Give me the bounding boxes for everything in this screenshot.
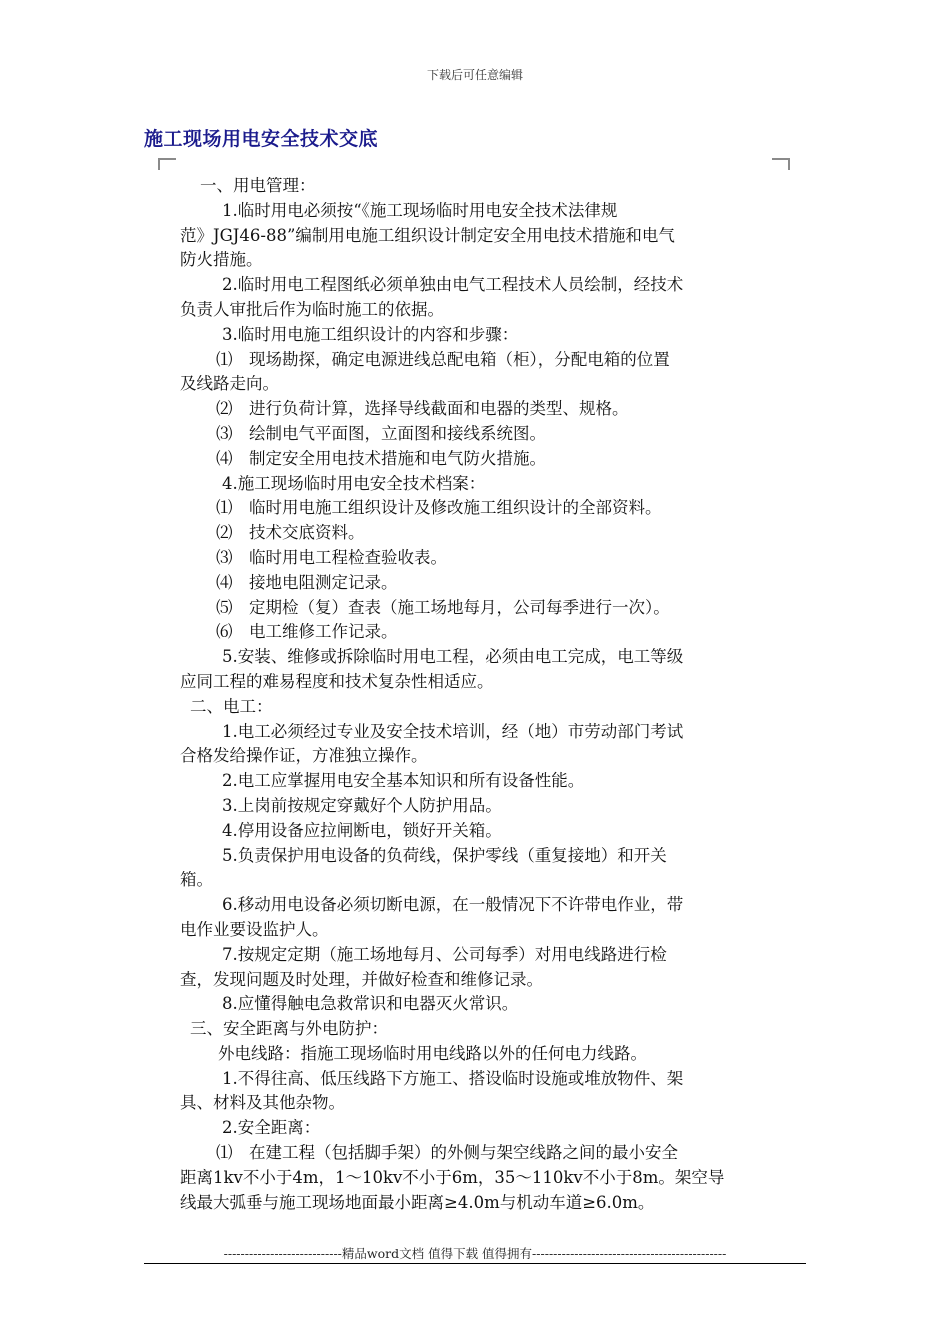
paragraph-line: 7.按规定定期（施工场地每月、公司每季）对用电线路进行检: [222, 944, 667, 964]
paragraph: [180, 1042, 770, 1067]
paragraph-line: ⑶ 绘制电气平面图，立面图和接线系统图。: [216, 423, 546, 443]
paragraph-line: ⑷ 接地电阻测定记录。: [216, 572, 398, 592]
paragraph-line: 距离1kv不小于4m，1～10kv不小于6m，35～110kv不小于8m。架空导: [180, 1167, 725, 1187]
paragraph-line: 1.不得往高、低压线路下方施工、搭设临时设施或堆放物件、架: [222, 1068, 684, 1088]
paragraph-line: 2.临时用电工程图纸必须单独由电气工程技术人员绘制，经技术: [222, 275, 684, 295]
paragraph-line: ⑴ 临时用电施工组织设计及修改施工组织设计的全部资料。: [216, 498, 662, 518]
paragraph-line: 电作业要设监护人。: [180, 919, 329, 939]
paragraph: [180, 323, 770, 348]
paragraph-line: 查，发现问题及时处理，并做好检查和维修记录。: [180, 969, 543, 989]
paragraph: [180, 571, 770, 596]
paragraph: [180, 422, 770, 447]
paragraph-line: 3.临时用电施工组织设计的内容和步骤：: [222, 324, 519, 344]
paragraph-line: 防火措施。: [180, 250, 263, 270]
paragraph: [180, 199, 770, 273]
paragraph-line: 3.上岗前按规定穿戴好个人防护用品。: [222, 795, 502, 815]
paragraph-line: 8.应懂得触电急救常识和电器灭火常识。: [222, 994, 519, 1014]
paragraph: [180, 893, 770, 943]
paragraph: [180, 769, 770, 794]
paragraph: [180, 521, 770, 546]
paragraph: [180, 397, 770, 422]
paragraph-line: 5.负责保护用电设备的负荷线，保护零线（重复接地）和开关: [222, 845, 667, 865]
paragraph-line: 2.安全距离：: [222, 1118, 321, 1138]
paragraph: [180, 273, 770, 323]
paragraph: [180, 596, 770, 621]
paragraph: [180, 546, 770, 571]
paragraph: [180, 1067, 770, 1117]
paragraph-line: 4.停用设备应拉闸断电，锁好开关箱。: [222, 820, 502, 840]
paragraph-line: 1.临时用电必须按“《施工现场临时用电安全技术法律规: [222, 200, 618, 220]
paragraph-line: 2.电工应掌握用电安全基本知识和所有设备性能。: [222, 771, 585, 791]
paragraph-line: 及线路走向。: [180, 374, 279, 394]
paragraph-line: 负责人审批后作为临时施工的依据。: [180, 299, 444, 319]
paragraph-line: 6.移动用电设备必须切断电源，在一般情况下不许带电作业，带: [222, 895, 684, 915]
paragraph-line: 4.施工现场临时用电安全技术档案：: [222, 473, 486, 493]
paragraph: [180, 695, 770, 720]
paragraph-line: 外电线路：指施工现场临时用电线路以外的任何电力线路。: [218, 1043, 647, 1063]
paragraph-line: 范》JGJ46-88”编制用电施工组织设计制定安全用电技术措施和电气: [180, 225, 675, 245]
paragraph-line: 一、用电管理：: [200, 176, 316, 195]
paragraph-line: 1.电工必须经过专业及安全技术培训，经（地）市劳动部门考试: [222, 721, 684, 741]
paragraph: [180, 943, 770, 993]
paragraph-line: ⑶ 临时用电工程检查验收表。: [216, 547, 447, 567]
paragraph: [180, 1141, 770, 1215]
paragraph: [180, 844, 770, 894]
paragraph: [180, 1017, 770, 1042]
paragraph-line: 线最大弧垂与施工现场地面最小距离≥4.0m与机动车道≥6.0m。: [180, 1192, 655, 1212]
document-body: [180, 174, 770, 1215]
footer-rule: [144, 1263, 806, 1264]
paragraph: [180, 348, 770, 398]
paragraph-line: ⑴ 现场勘探，确定电源进线总配电箱（柜），分配电箱的位置: [216, 349, 670, 369]
paragraph-line: ⑸ 定期检（复）查表（施工场地每月，公司每季进行一次）。: [216, 597, 670, 617]
paragraph-line: 箱。: [180, 870, 213, 890]
paragraph-line: ⑵ 进行负荷计算，选择导线截面和电器的类型、规格。: [216, 399, 629, 419]
paragraph-line: 三、安全距离与外电防护：: [190, 1019, 388, 1039]
paragraph: [180, 992, 770, 1017]
paragraph-line: 具、材料及其他杂物。: [180, 1093, 345, 1113]
footer-text: ----------------------------精品word文档 值得下载 值得拥有----------------------------------------------: [223, 1246, 727, 1261]
paragraph-line: ⑴ 在建工程（包括脚手架）的外侧与架空线路之间的最小安全: [216, 1143, 678, 1163]
paragraph: [180, 720, 770, 770]
paragraph-line: ⑹ 电工维修工作记录。: [216, 622, 398, 642]
paragraph-line: 应同工程的难易程度和技术复杂性相适应。: [180, 671, 494, 691]
paragraph: [180, 472, 770, 497]
margin-corner-mark-left: [158, 158, 176, 170]
paragraph-line: 5.安装、维修或拆除临时用电工程，必须由电工完成，电工等级: [222, 647, 684, 667]
paragraph-line: 合格发给操作证，方准独立操作。: [180, 746, 428, 766]
paragraph-line: 二、电工：: [190, 696, 273, 716]
paragraph-line: ⑵ 技术交底资料。: [216, 523, 365, 543]
paragraph: [180, 620, 770, 645]
paragraph: [180, 174, 770, 199]
document-title: 施工现场用电安全技术交底: [144, 128, 379, 150]
paragraph: [180, 496, 770, 521]
paragraph: [180, 645, 770, 695]
paragraph: [180, 819, 770, 844]
paragraph: [180, 794, 770, 819]
margin-corner-mark-right: [772, 158, 790, 170]
paragraph: [180, 447, 770, 472]
header-note: 下载后可任意编辑: [426, 68, 523, 82]
paragraph-line: ⑷ 制定安全用电技术措施和电气防火措施。: [216, 448, 546, 468]
paragraph: [180, 1116, 770, 1141]
